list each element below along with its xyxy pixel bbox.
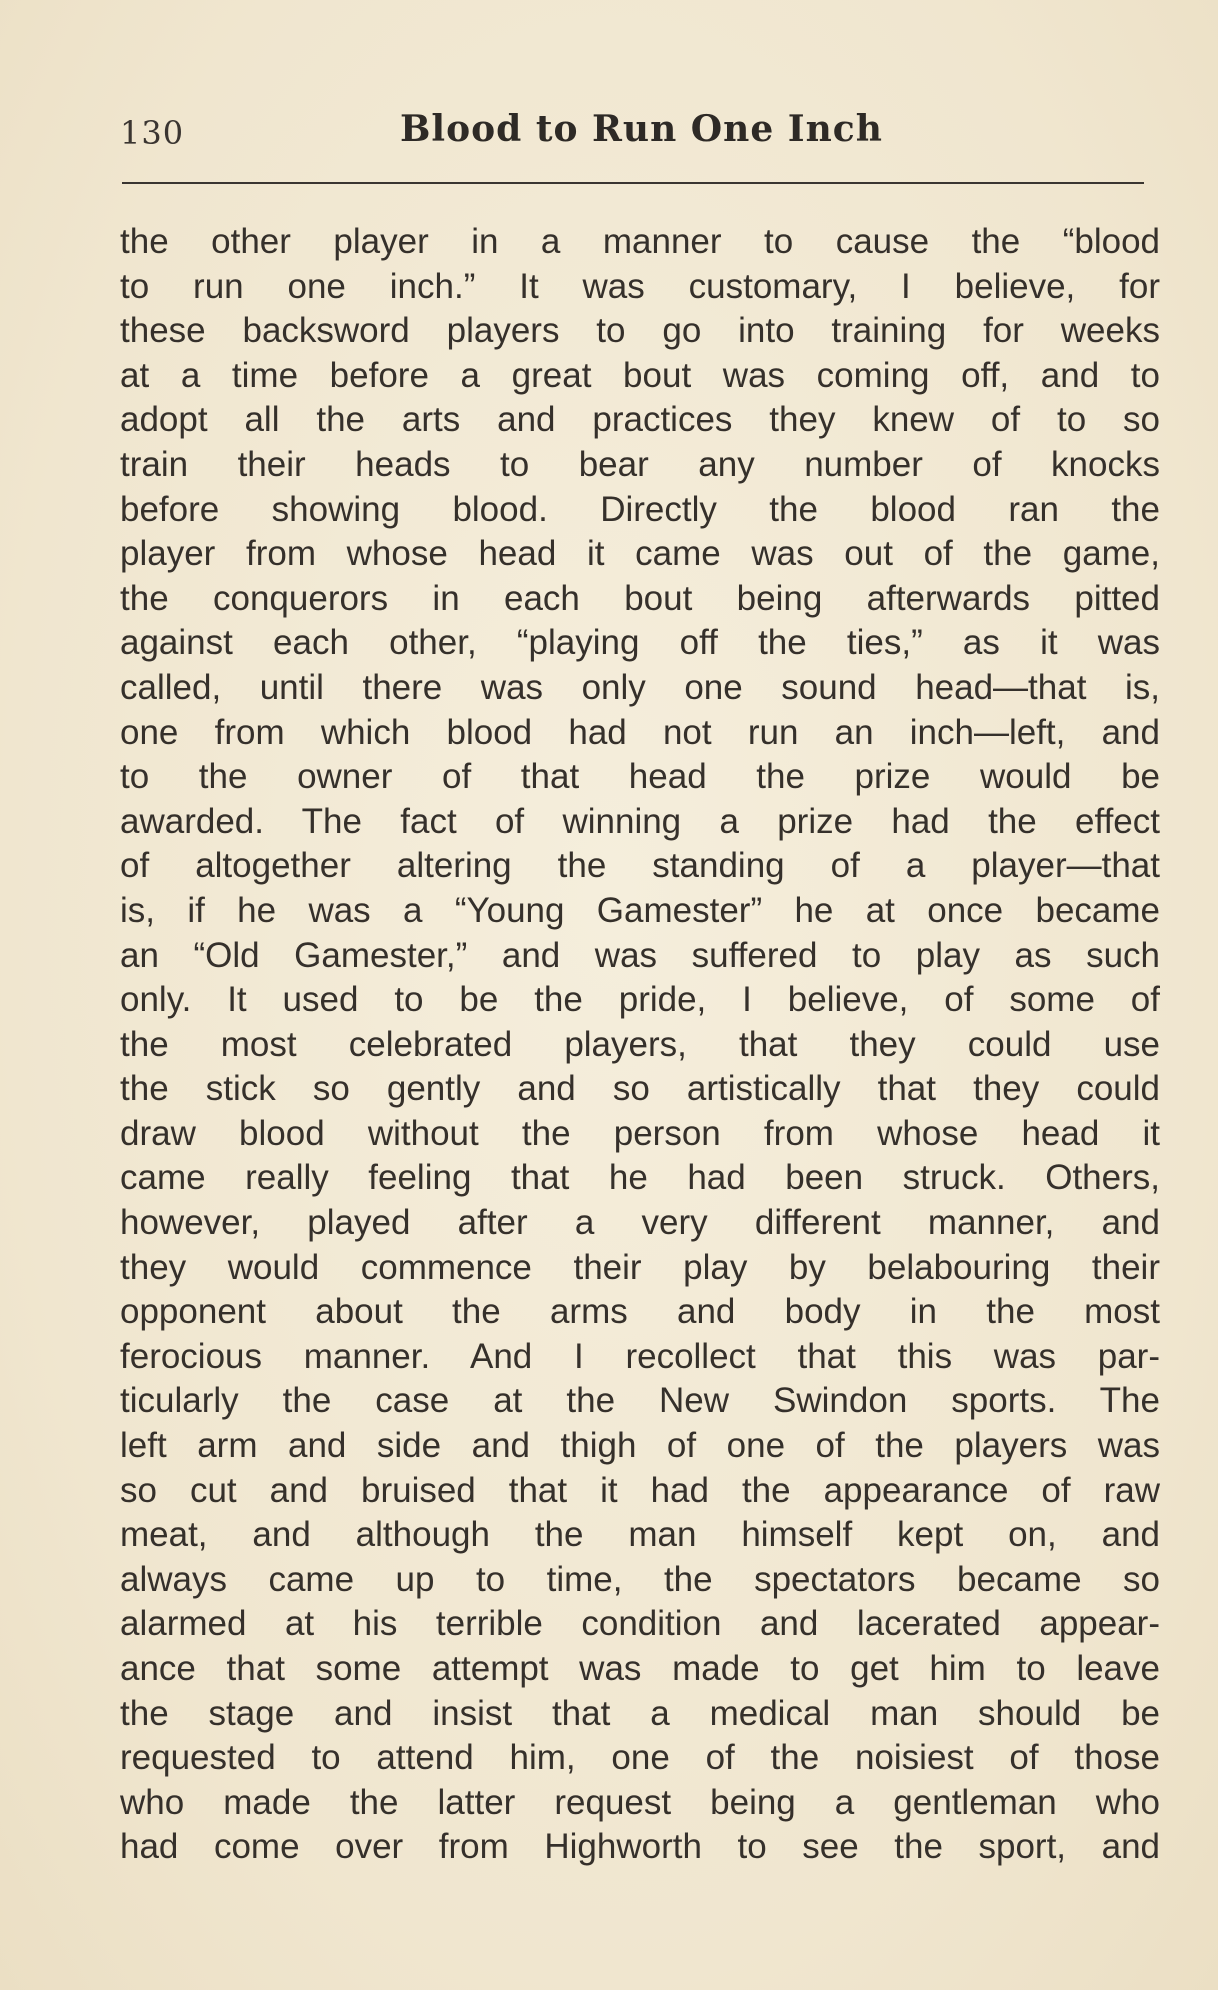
text-line: the conquerors in each bout being afterwards pitted xyxy=(120,578,1160,618)
text-line: one from which blood had not run an inch—left, and xyxy=(120,712,1160,752)
text-line: had come over from Highworth to see the sport, and xyxy=(120,1827,1160,1867)
text-line: draw blood without the person from whose head it xyxy=(120,1113,1160,1153)
text-line: at a time before a great bout was coming off, and to xyxy=(120,355,1160,395)
text-line: player from whose head it came was out of the game, xyxy=(120,534,1160,574)
body-text xyxy=(120,220,1160,1870)
page-header xyxy=(120,108,1160,168)
text-line: the stage and insist that a medical man should be xyxy=(120,1693,1160,1733)
text-line: adopt all the arts and practices they knew of to so xyxy=(120,400,1160,440)
text-line: meat, and although the man himself kept on, and xyxy=(120,1515,1160,1555)
text-line: ferocious manner. And I recollect that this was par- xyxy=(120,1336,1160,1376)
text-line: ance that some attempt was made to get him to leave xyxy=(120,1649,1160,1688)
text-line: always came up to time, the spectators became so xyxy=(120,1559,1160,1599)
text-line: so cut and bruised that it had the appearance of raw xyxy=(120,1470,1160,1510)
text-line: of altogether altering the standing of a player—that xyxy=(120,846,1160,886)
text-line: train their heads to bear any number of knocks xyxy=(120,444,1160,484)
header-rule xyxy=(122,182,1144,184)
text-line: the other player in a manner to cause the “blood xyxy=(120,222,1160,261)
text-line: an “Old Gamester,” and was suffered to play as such xyxy=(120,935,1160,975)
text-line: who made the latter request being a gentleman who xyxy=(120,1782,1160,1822)
text-line: opponent about the arms and body in the most xyxy=(120,1292,1160,1332)
text-line: these backsword players to go into training for weeks xyxy=(120,311,1160,351)
text-line: to the owner of that head the prize would be xyxy=(120,757,1160,797)
text-line: called, until there was only one sound head—that is, xyxy=(120,667,1160,707)
text-line: to run one inch.” It was customary, I believe, for xyxy=(120,266,1160,306)
text-line: awarded. The fact of winning a prize had the effect xyxy=(120,801,1160,841)
text-line: however, played after a very different manner, and xyxy=(120,1203,1160,1243)
text-line: against each other, “playing off the ties,” as it was xyxy=(120,623,1160,663)
text-line: requested to attend him, one of the noisiest of those xyxy=(120,1738,1160,1778)
text-line: alarmed at his terrible condition and lacerated appear- xyxy=(120,1604,1160,1644)
text-line: before showing blood. Directly the blood ran the xyxy=(120,489,1160,529)
text-line: the most celebrated players, that they could use xyxy=(120,1024,1160,1064)
text-line: left arm and side and thigh of one of the players was xyxy=(120,1426,1160,1466)
text-line: only. It used to be the pride, I believe, of some of xyxy=(120,980,1160,1020)
page-number: 130 xyxy=(120,114,185,152)
text-line: is, if he was a “Young Gamester” he at once became xyxy=(120,890,1160,930)
text-line: the stick so gently and so artistically that they could xyxy=(120,1069,1160,1109)
text-line: they would commence their play by belabouring their xyxy=(120,1247,1160,1287)
text-line: ticularly the case at the New Swindon sports. The xyxy=(120,1381,1160,1421)
running-title: Blood to Run One Inch xyxy=(400,108,883,150)
text-line: came really feeling that he had been struck. Others, xyxy=(120,1158,1160,1198)
